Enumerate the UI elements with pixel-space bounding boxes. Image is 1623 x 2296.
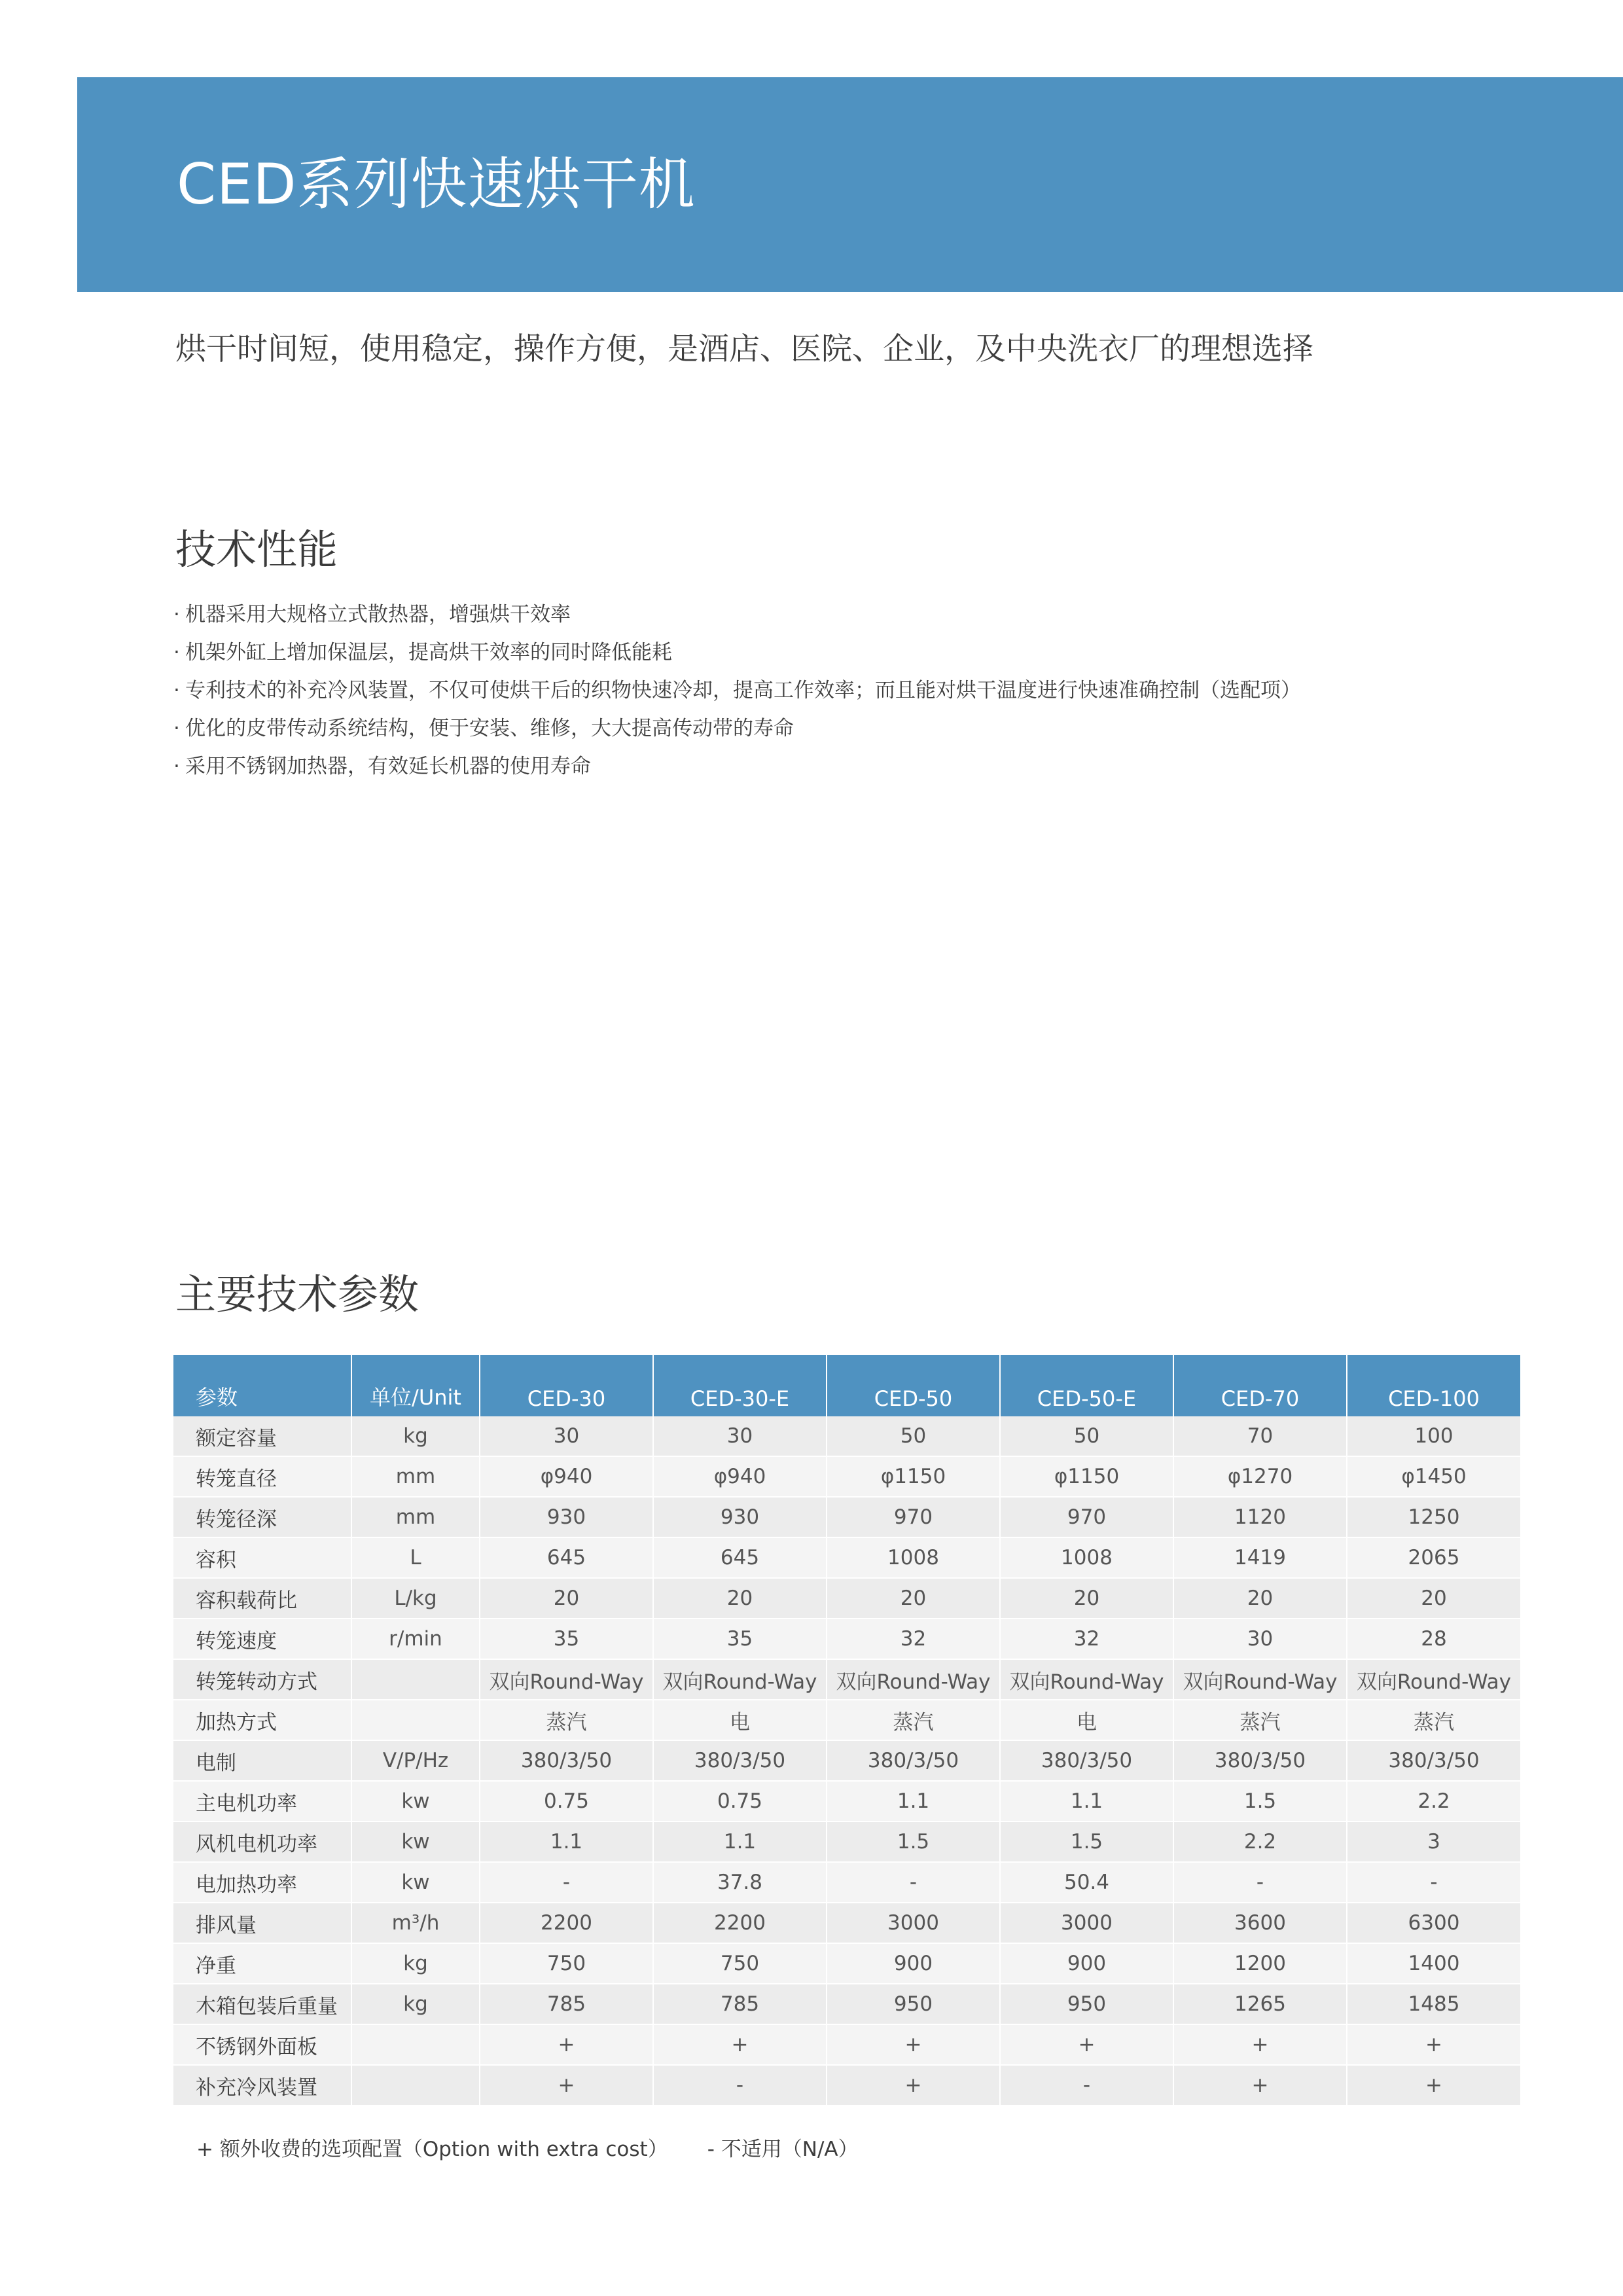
value-cell: 380/3/50 — [1347, 1740, 1520, 1781]
value-cell: 双向Round-Way — [1000, 1659, 1173, 1700]
value-cell: + — [480, 2065, 653, 2106]
param-name-cell: 木箱包装后重量 — [173, 1984, 351, 2024]
value-cell: 20 — [480, 1578, 653, 1619]
value-cell: 20 — [1000, 1578, 1173, 1619]
unit-cell: kg — [351, 1416, 480, 1456]
value-cell: 蒸汽 — [827, 1700, 1000, 1740]
unit-cell: r/min — [351, 1619, 480, 1659]
param-name-cell: 转笼转动方式 — [173, 1659, 351, 1700]
value-cell: + — [827, 2024, 1000, 2065]
unit-cell — [351, 2065, 480, 2106]
value-cell: 2065 — [1347, 1537, 1520, 1578]
bullet-icon: · — [173, 679, 180, 702]
value-cell: φ940 — [653, 1456, 827, 1497]
bullet-icon: · — [173, 603, 180, 626]
value-cell: 645 — [480, 1537, 653, 1578]
unit-cell: kg — [351, 1943, 480, 1984]
value-cell: 35 — [480, 1619, 653, 1659]
column-header: CED-30-E — [653, 1355, 827, 1416]
table-row — [173, 1456, 1520, 1497]
value-cell: φ1150 — [827, 1456, 1000, 1497]
value-cell: + — [1347, 2065, 1520, 2106]
feature-item: · 机架外缸上增加保温层，提高烘干效率的同时降低能耗 — [173, 634, 1301, 672]
value-cell: - — [1347, 1862, 1520, 1903]
value-cell: + — [1173, 2065, 1347, 2106]
column-header: CED-30 — [480, 1355, 653, 1416]
value-cell: - — [1173, 1862, 1347, 1903]
value-cell: 2200 — [480, 1903, 653, 1943]
value-cell: 35 — [653, 1619, 827, 1659]
unit-cell: kw — [351, 1781, 480, 1821]
value-cell: 900 — [1000, 1943, 1173, 1984]
value-cell: 950 — [827, 1984, 1000, 2024]
param-name-cell: 额定容量 — [173, 1416, 351, 1456]
table-row — [173, 1659, 1520, 1700]
value-cell: - — [653, 2065, 827, 2106]
value-cell: 70 — [1173, 1416, 1347, 1456]
legend-option: + 额外收费的选项配置（Option with extra cost） — [196, 2138, 668, 2161]
value-cell: 1.1 — [653, 1821, 827, 1862]
value-cell: 3000 — [1000, 1903, 1173, 1943]
unit-cell: mm — [351, 1497, 480, 1537]
value-cell: 645 — [653, 1537, 827, 1578]
legend — [196, 2132, 859, 2162]
value-cell: + — [653, 2024, 827, 2065]
table-body — [173, 1416, 1520, 2106]
value-cell: φ940 — [480, 1456, 653, 1497]
table-row — [173, 1537, 1520, 1578]
param-name-cell: 电制 — [173, 1740, 351, 1781]
feature-list — [173, 596, 1301, 785]
value-cell: + — [827, 2065, 1000, 2106]
value-cell: 50 — [1000, 1416, 1173, 1456]
unit-cell: L — [351, 1537, 480, 1578]
value-cell: 电 — [653, 1700, 827, 1740]
value-cell: 30 — [1173, 1619, 1347, 1659]
unit-cell — [351, 1700, 480, 1740]
value-cell: - — [1000, 2065, 1173, 2106]
bullet-icon: · — [173, 641, 180, 664]
value-cell: 785 — [653, 1984, 827, 2024]
table-row — [173, 1903, 1520, 1943]
param-name-cell: 净重 — [173, 1943, 351, 1984]
value-cell: 30 — [653, 1416, 827, 1456]
param-name-cell: 加热方式 — [173, 1700, 351, 1740]
value-cell: 950 — [1000, 1984, 1173, 2024]
value-cell: 3000 — [827, 1903, 1000, 1943]
value-cell: 28 — [1347, 1619, 1520, 1659]
value-cell: 970 — [1000, 1497, 1173, 1537]
table-row — [173, 1821, 1520, 1862]
param-name-cell: 容积 — [173, 1537, 351, 1578]
column-header: CED-50-E — [1000, 1355, 1173, 1416]
value-cell: 1419 — [1173, 1537, 1347, 1578]
value-cell: φ1270 — [1173, 1456, 1347, 1497]
param-name-cell: 转笼直径 — [173, 1456, 351, 1497]
value-cell: 20 — [1347, 1578, 1520, 1619]
table-row — [173, 1416, 1520, 1456]
value-cell: 双向Round-Way — [827, 1659, 1000, 1700]
value-cell: 37.8 — [653, 1862, 827, 1903]
value-cell: 380/3/50 — [1000, 1740, 1173, 1781]
value-cell: 电 — [1000, 1700, 1173, 1740]
value-cell: 1008 — [1000, 1537, 1173, 1578]
value-cell: 2200 — [653, 1903, 827, 1943]
legend-na: - 不适用（N/A） — [707, 2138, 859, 2161]
param-name-cell: 不锈钢外面板 — [173, 2024, 351, 2065]
bullet-icon: · — [173, 755, 180, 778]
value-cell: φ1450 — [1347, 1456, 1520, 1497]
value-cell: 双向Round-Way — [480, 1659, 653, 1700]
table-row — [173, 1578, 1520, 1619]
tagline: 烘干时间短，使用稳定，操作方便，是酒店、医院、企业，及中央洗衣厂的理想选择 — [175, 331, 1313, 367]
value-cell: + — [1000, 2024, 1173, 2065]
value-cell: 3 — [1347, 1821, 1520, 1862]
table-row — [173, 1862, 1520, 1903]
unit-cell — [351, 2024, 480, 2065]
table-row — [173, 1984, 1520, 2024]
unit-cell: mm — [351, 1456, 480, 1497]
param-name-cell: 主电机功率 — [173, 1781, 351, 1821]
table-row — [173, 1619, 1520, 1659]
value-cell: 2.2 — [1347, 1781, 1520, 1821]
column-header: CED-70 — [1173, 1355, 1347, 1416]
table-row — [173, 2024, 1520, 2065]
unit-cell: m³/h — [351, 1903, 480, 1943]
value-cell: 50.4 — [1000, 1862, 1173, 1903]
value-cell: 0.75 — [653, 1781, 827, 1821]
param-name-cell: 电加热功率 — [173, 1862, 351, 1903]
value-cell: 蒸汽 — [480, 1700, 653, 1740]
table-row — [173, 2065, 1520, 2106]
value-cell: 双向Round-Way — [653, 1659, 827, 1700]
value-cell: 785 — [480, 1984, 653, 2024]
value-cell: 1.1 — [1000, 1781, 1173, 1821]
value-cell: 1.1 — [480, 1821, 653, 1862]
value-cell: 1.5 — [827, 1821, 1000, 1862]
value-cell: - — [480, 1862, 653, 1903]
value-cell: 100 — [1347, 1416, 1520, 1456]
unit-cell: kw — [351, 1821, 480, 1862]
value-cell: 2.2 — [1173, 1821, 1347, 1862]
value-cell: 20 — [653, 1578, 827, 1619]
value-cell: 380/3/50 — [1173, 1740, 1347, 1781]
table-header-row — [173, 1355, 1520, 1416]
value-cell: 20 — [827, 1578, 1000, 1619]
param-name-cell: 补充冷风装置 — [173, 2065, 351, 2106]
performance-heading: 技术性能 — [175, 526, 338, 573]
page-title: CED系列快速烘干机 — [177, 152, 696, 217]
value-cell: 6300 — [1347, 1903, 1520, 1943]
table-row — [173, 1781, 1520, 1821]
unit-cell: kg — [351, 1984, 480, 2024]
value-cell: 30 — [480, 1416, 653, 1456]
title-banner — [77, 77, 1623, 292]
value-cell: 1.1 — [827, 1781, 1000, 1821]
table-row — [173, 1943, 1520, 1984]
value-cell: 1.5 — [1000, 1821, 1173, 1862]
param-name-cell: 风机电机功率 — [173, 1821, 351, 1862]
value-cell: 1.5 — [1173, 1781, 1347, 1821]
param-name-cell: 转笼速度 — [173, 1619, 351, 1659]
column-header: CED-100 — [1347, 1355, 1520, 1416]
value-cell: 1120 — [1173, 1497, 1347, 1537]
feature-item: · 优化的皮带传动系统结构，便于安装、维修，大大提高传动带的寿命 — [173, 709, 1301, 747]
value-cell: 蒸汽 — [1173, 1700, 1347, 1740]
spec-table — [173, 1355, 1520, 2106]
value-cell: 380/3/50 — [480, 1740, 653, 1781]
value-cell: 1250 — [1347, 1497, 1520, 1537]
unit-cell — [351, 1659, 480, 1700]
value-cell: + — [480, 2024, 653, 2065]
value-cell: + — [1347, 2024, 1520, 2065]
param-name-cell: 容积载荷比 — [173, 1578, 351, 1619]
value-cell: 50 — [827, 1416, 1000, 1456]
bullet-icon: · — [173, 717, 180, 740]
unit-cell: L/kg — [351, 1578, 480, 1619]
unit-cell: kw — [351, 1862, 480, 1903]
table-row — [173, 1700, 1520, 1740]
feature-item: · 采用不锈钢加热器，有效延长机器的使用寿命 — [173, 747, 1301, 785]
column-header: 单位/Unit — [351, 1355, 480, 1416]
value-cell: - — [827, 1862, 1000, 1903]
value-cell: 1200 — [1173, 1943, 1347, 1984]
value-cell: 930 — [653, 1497, 827, 1537]
value-cell: + — [1173, 2024, 1347, 2065]
value-cell: 1008 — [827, 1537, 1000, 1578]
param-name-cell: 转笼径深 — [173, 1497, 351, 1537]
value-cell: 20 — [1173, 1578, 1347, 1619]
value-cell: 380/3/50 — [653, 1740, 827, 1781]
value-cell: 750 — [480, 1943, 653, 1984]
value-cell: 1485 — [1347, 1984, 1520, 2024]
value-cell: 32 — [1000, 1619, 1173, 1659]
feature-item: · 专利技术的补充冷风装置，不仅可使烘干后的织物快速冷却，提高工作效率；而且能对烘干温度进行快速准确控制（选配项） — [173, 672, 1301, 709]
value-cell: 930 — [480, 1497, 653, 1537]
value-cell: 蒸汽 — [1347, 1700, 1520, 1740]
unit-cell: V/P/Hz — [351, 1740, 480, 1781]
value-cell: 380/3/50 — [827, 1740, 1000, 1781]
param-name-cell: 排风量 — [173, 1903, 351, 1943]
value-cell: 900 — [827, 1943, 1000, 1984]
feature-item: · 机器采用大规格立式散热器，增强烘干效率 — [173, 596, 1301, 634]
value-cell: 750 — [653, 1943, 827, 1984]
value-cell: 1400 — [1347, 1943, 1520, 1984]
value-cell: 1265 — [1173, 1984, 1347, 2024]
value-cell: 3600 — [1173, 1903, 1347, 1943]
value-cell: 32 — [827, 1619, 1000, 1659]
value-cell: 双向Round-Way — [1173, 1659, 1347, 1700]
column-header: 参数 — [173, 1355, 351, 1416]
column-header: CED-50 — [827, 1355, 1000, 1416]
value-cell: φ1150 — [1000, 1456, 1173, 1497]
value-cell: 0.75 — [480, 1781, 653, 1821]
value-cell: 970 — [827, 1497, 1000, 1537]
specs-heading: 主要技术参数 — [175, 1270, 419, 1318]
table-row — [173, 1497, 1520, 1537]
table-row — [173, 1740, 1520, 1781]
value-cell: 双向Round-Way — [1347, 1659, 1520, 1700]
